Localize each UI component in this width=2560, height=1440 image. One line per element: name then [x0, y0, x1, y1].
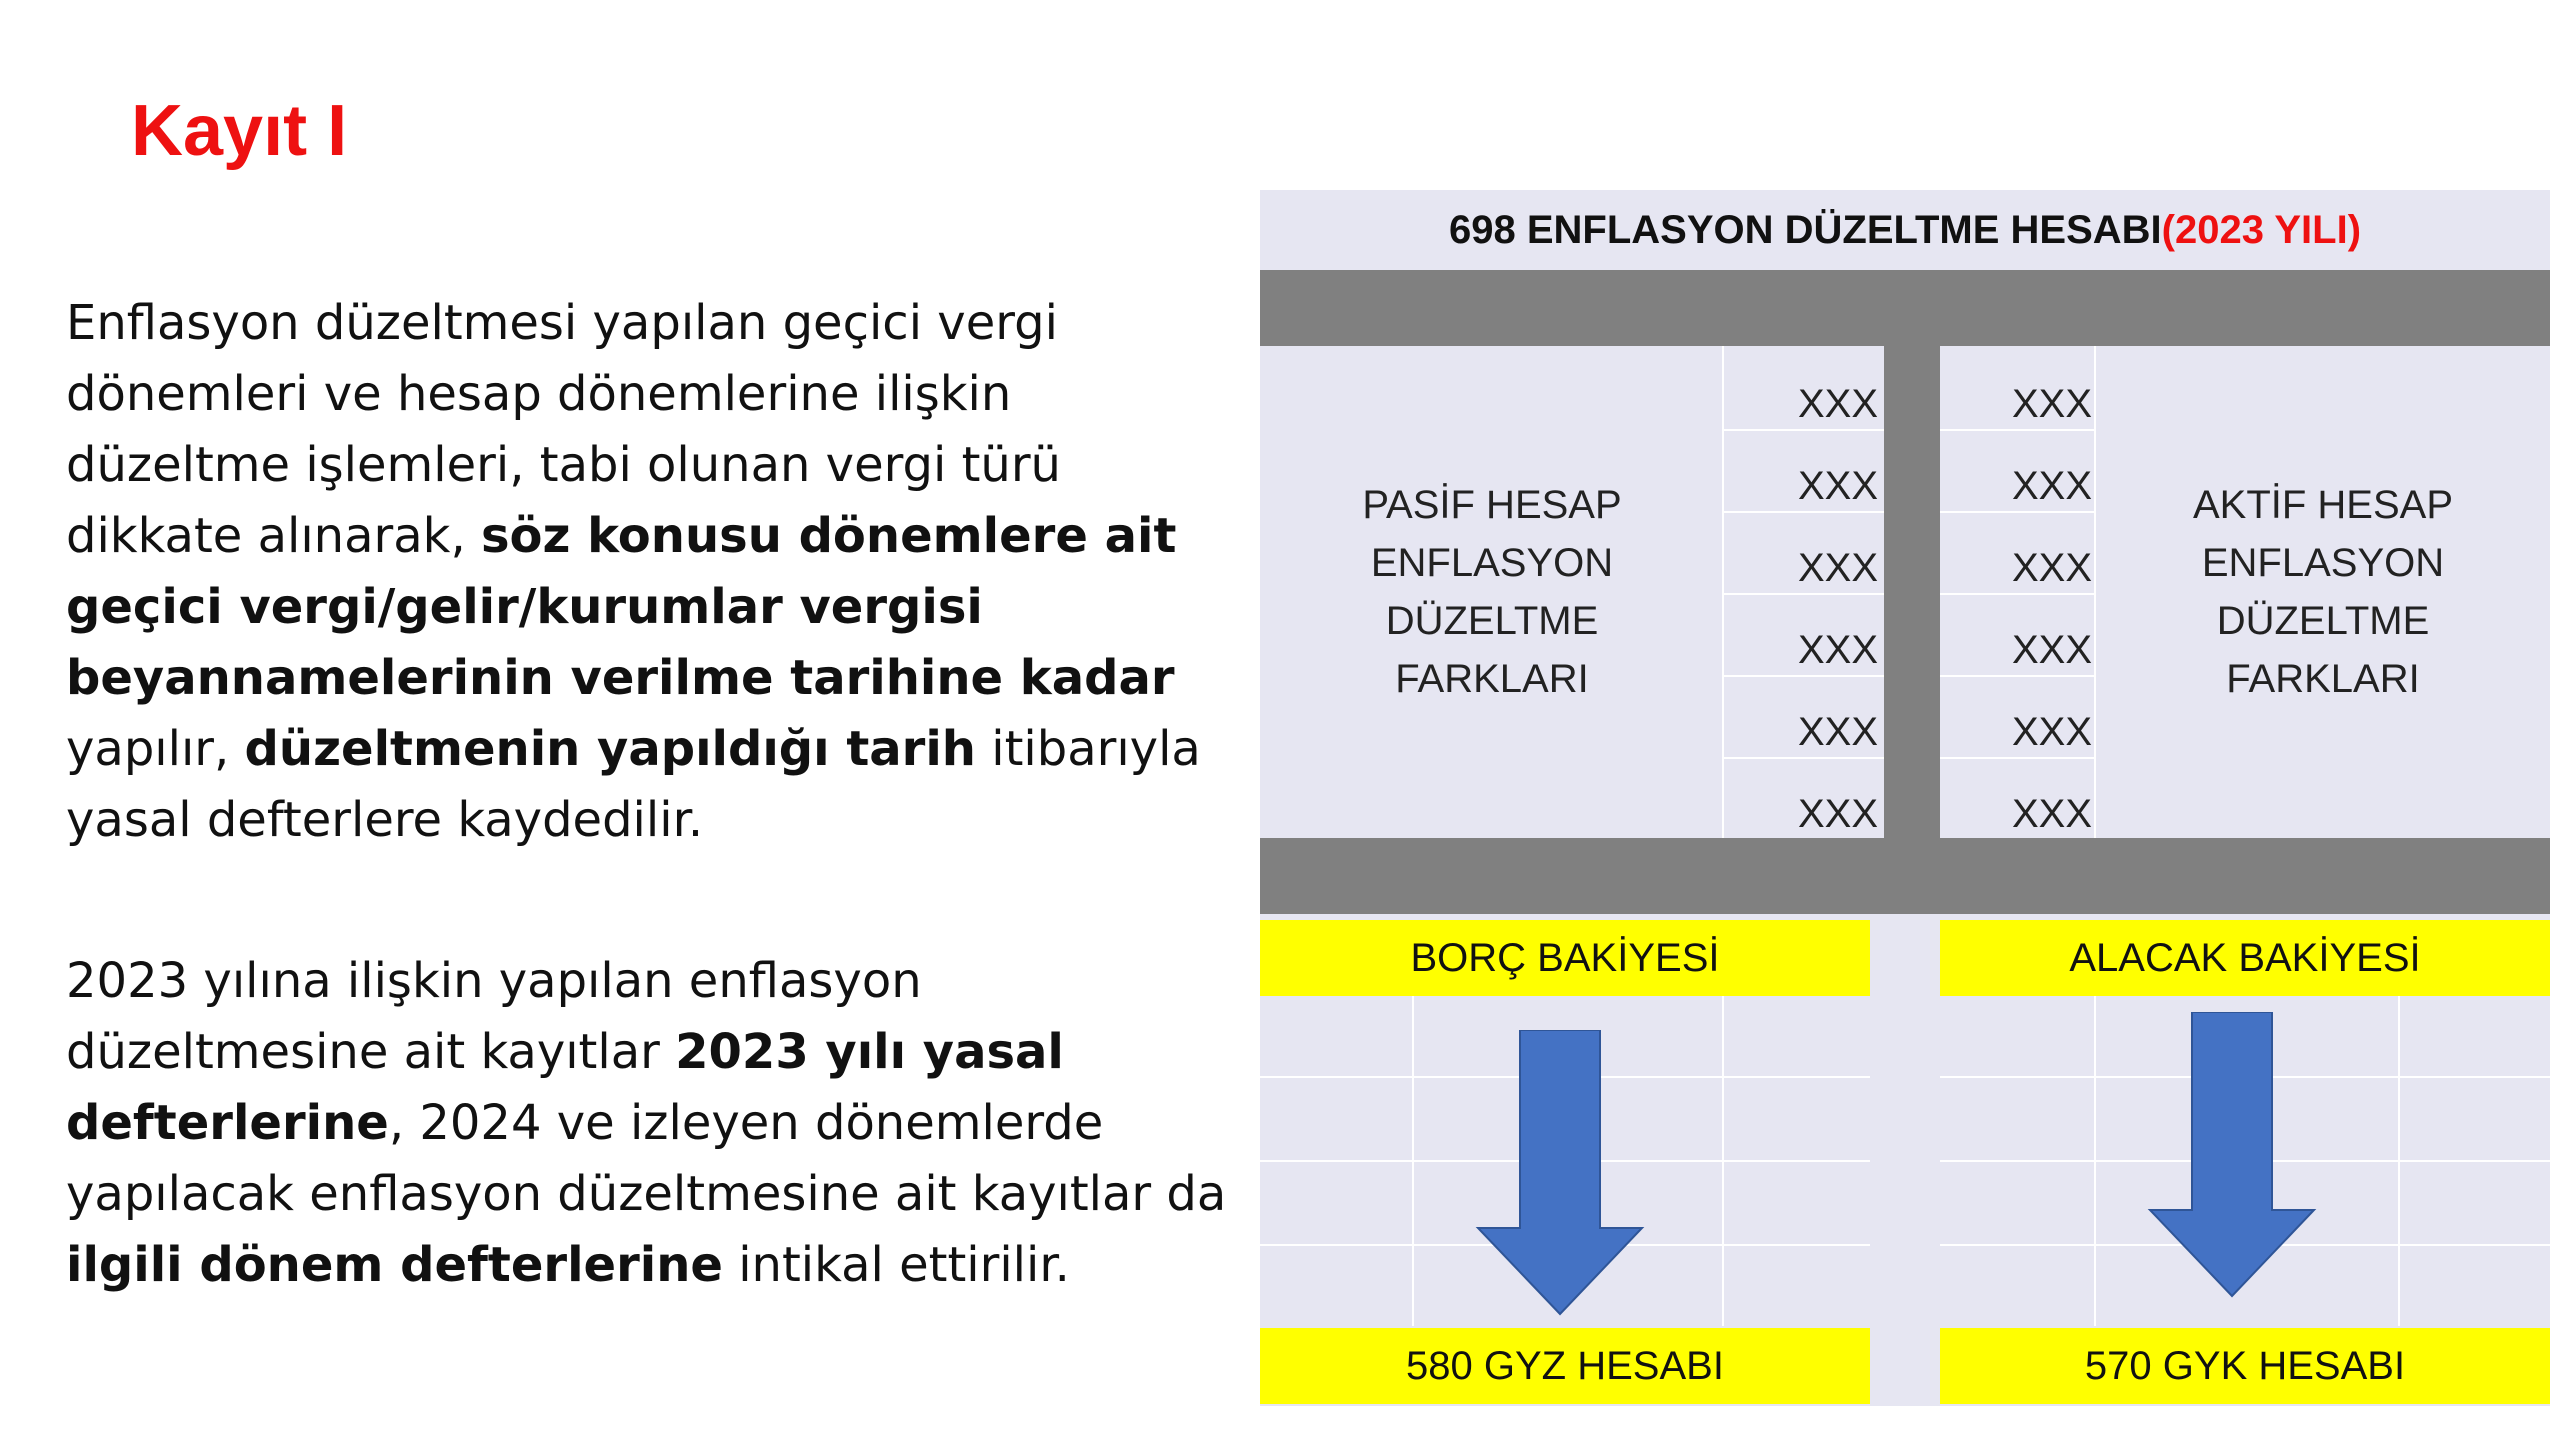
debit-entry: XXX	[1797, 792, 1878, 836]
left-label-line-3: FARKLARI	[1395, 657, 1589, 701]
debit-entry: XXX	[1797, 382, 1878, 426]
account-title	[1260, 190, 2550, 270]
paragraph2-text-2: , 2024 ve izleyen dönemlerde yapılacak enflasyon düzeltmesine ait kayıtlar da	[66, 1095, 1227, 1222]
right-side-label	[2096, 346, 2550, 838]
slide-title: Kayıt I	[131, 91, 348, 171]
grid-line	[1722, 511, 1884, 513]
paragraph1-text-2: yapılır,	[66, 721, 245, 777]
left-label-line-1: PASİF HESAP	[1362, 483, 1622, 527]
grid-line	[1940, 593, 2096, 595]
paragraph1-text-1: Enflasyon düzeltmesi yapılan geçici vergi dönemleri ve hesap dönemlerine ilişkin düzeltme işlemleri, tabi olunan vergi türü dikkate alınarak,	[66, 295, 1061, 564]
credit-balance-label: ALACAK BAKİYESİ	[1940, 920, 2550, 996]
grid-line	[1722, 593, 1884, 595]
right-label-line-3: FARKLARI	[2226, 657, 2420, 701]
left-label-line-2: ENFLASYON DÜZELTME	[1370, 541, 1614, 643]
debit-entry: XXX	[1797, 464, 1878, 508]
left-side-label	[1262, 346, 1722, 838]
grid-line	[1940, 511, 2096, 513]
credit-entry: XXX	[2012, 382, 2093, 426]
grid-line	[1940, 429, 2096, 431]
debit-entry: XXX	[1797, 628, 1878, 672]
t-account-divider	[1884, 346, 1940, 838]
grid-line	[1940, 675, 2096, 677]
grid-line	[1722, 675, 1884, 677]
arrow-down-icon	[2142, 1012, 2322, 1302]
credit-entry: XXX	[2012, 792, 2093, 836]
debit-balance-label: BORÇ BAKİYESİ	[1260, 920, 1870, 996]
credit-entry: XXX	[2012, 710, 2093, 754]
right-label-line-1: AKTİF HESAP	[2192, 483, 2454, 527]
top-gray-band	[1260, 270, 2550, 346]
credit-entry: XXX	[2012, 628, 2093, 672]
arrow-down-icon	[1470, 1030, 1650, 1320]
grid-line	[1722, 757, 1884, 759]
paragraph2-bold-2: ilgili dönem defterlerine	[66, 1237, 723, 1293]
grid-line	[1940, 757, 2096, 759]
paragraph2-text-3: intikal ettirilir.	[722, 1237, 1070, 1293]
debit-target-account: 580 GYZ HESABI	[1260, 1328, 1870, 1404]
credit-entry: XXX	[2012, 464, 2093, 508]
debit-entry: XXX	[1797, 546, 1878, 590]
paragraph1-text-3: itibarıyla yasal defterlere kaydedilir.	[66, 721, 1201, 848]
paragraph1-bold-2: düzeltmenin yapıldığı tarih	[244, 721, 976, 777]
account-title-text: 698 ENFLASYON DÜZELTME HESABI	[1448, 207, 2162, 252]
bottom-gray-band	[1260, 838, 2550, 914]
grid-line	[1722, 429, 1884, 431]
account-title-year: (2023 YILI)	[2161, 207, 2362, 252]
grid-line	[1722, 346, 1724, 838]
center-gap	[1870, 914, 1940, 1406]
paragraph1-bold-1: söz konusu dönemlere ait geçici vergi/gelir/kurumlar vergisi beyannamelerinin verilme tarihine kadar	[66, 508, 1177, 706]
paragraph2-text-1: 2023 yılına ilişkin yapılan enflasyon düzeltmesine ait kayıtlar	[66, 953, 922, 1080]
debit-entry: XXX	[1797, 710, 1878, 754]
credit-target-account: 570 GYK HESABI	[1940, 1328, 2550, 1404]
right-label-line-2: ENFLASYON DÜZELTME	[2201, 541, 2445, 643]
credit-entry: XXX	[2012, 546, 2093, 590]
paragraph2-bold-1: 2023 yılı yasal defterlerine	[66, 1024, 1064, 1151]
